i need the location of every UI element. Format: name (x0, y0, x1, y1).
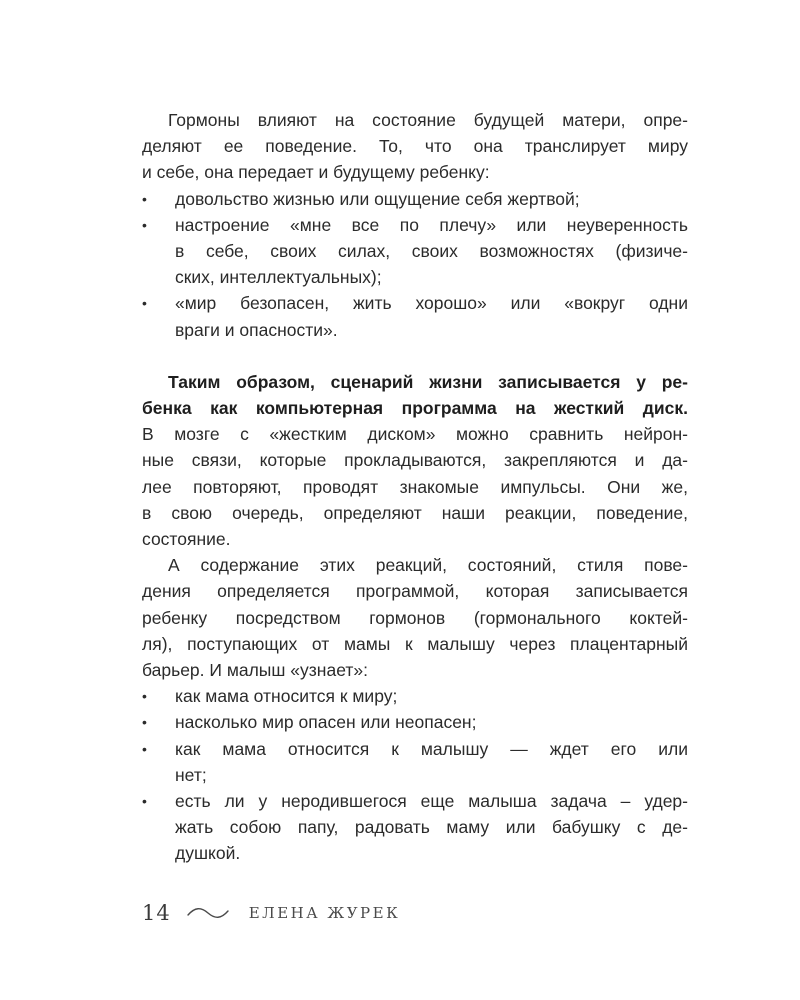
bullet-icon: • (142, 190, 147, 207)
list-item-continuation: жать собою папу, радовать маму или бабушку с де- (175, 817, 688, 838)
paragraph3-line: ребенку посредством гормонов (гормонального коктей- (142, 607, 688, 628)
paragraph3-line: А содержание этих реакций, состояний, стиля пове- (168, 555, 688, 576)
list-item-continuation: ских, интеллектуальных); (175, 267, 382, 288)
list-item (142, 290, 688, 316)
main-text (142, 107, 688, 866)
author-name: ЕЛЕНА ЖУРЕК (248, 904, 401, 922)
paragraph2-line: В мозге с «жестким диском» можно сравнить нейрон- (142, 424, 688, 445)
emphasis-line: Таким образом, сценарий жизни записывается у ре- (168, 371, 688, 392)
bullet-icon: • (142, 295, 147, 312)
paragraph2-line: ные связи, которые прокладываются, закрепляются и да- (142, 450, 688, 471)
swash-ornament-icon (187, 906, 229, 920)
list-item-continuation: душкой. (175, 843, 241, 864)
list-item (142, 736, 688, 762)
list-item (142, 212, 688, 238)
paragraph1-line: Гормоны влияют на состояние будущей матери, опре- (168, 110, 688, 130)
list-item (142, 683, 688, 709)
list-item-text: есть ли у неродившегося еще малыша задача – удер- (175, 790, 688, 811)
paragraph3-line: дения определяется программой, которая записывается (142, 581, 688, 602)
paragraph3-line: барьер. И малыш «узнает»: (142, 659, 368, 680)
list-item-continuation: нет; (175, 764, 207, 785)
paragraph1-line: деляют ее поведение. То, что она транслирует миру (142, 136, 688, 157)
list-item-text: как мама относится к миру; (175, 686, 398, 707)
bullet-icon: • (142, 688, 147, 705)
list-item-text: довольство жизнью или ощущение себя жертвой; (175, 188, 580, 209)
bullet-icon: • (142, 216, 147, 233)
paragraph3-line: ля), поступающих от мамы к малышу через плацентарный (142, 633, 688, 654)
paragraph2-line: в свою очередь, определяют наши реакции, поведение, (142, 502, 688, 523)
list-item (142, 788, 688, 814)
paragraph2-line: лее повторяют, проводят знакомые импульсы. Они же, (142, 476, 688, 497)
list-item (142, 709, 688, 735)
list-item-continuation: враги и опасности». (175, 319, 338, 340)
list-item-text: «мир безопасен, жить хорошо» или «вокруг одни (175, 293, 688, 314)
bullet-icon: • (142, 792, 147, 809)
page-footer (142, 898, 400, 928)
list-item-text: настроение «мне все по плечу» или неуверенность (175, 214, 688, 235)
page-number: 14 (142, 901, 171, 925)
list-item-text: как мама относится к малышу — ждет его или (175, 738, 688, 759)
paragraph-spacer (142, 343, 688, 369)
bullet-icon: • (142, 740, 147, 757)
paragraph2-line: состояние. (142, 529, 231, 549)
paragraph1-line: и себе, она передает и будущему ребенку: (142, 162, 490, 183)
list-item-text: насколько мир опасен или неопасен; (175, 712, 477, 733)
bullet-icon: • (142, 714, 147, 731)
list-item-continuation: в себе, своих силах, своих возможностях (физиче- (175, 240, 688, 261)
list-item (142, 186, 688, 212)
emphasis-line: бенка как компьютерная программа на жесткий диск. (142, 398, 688, 419)
